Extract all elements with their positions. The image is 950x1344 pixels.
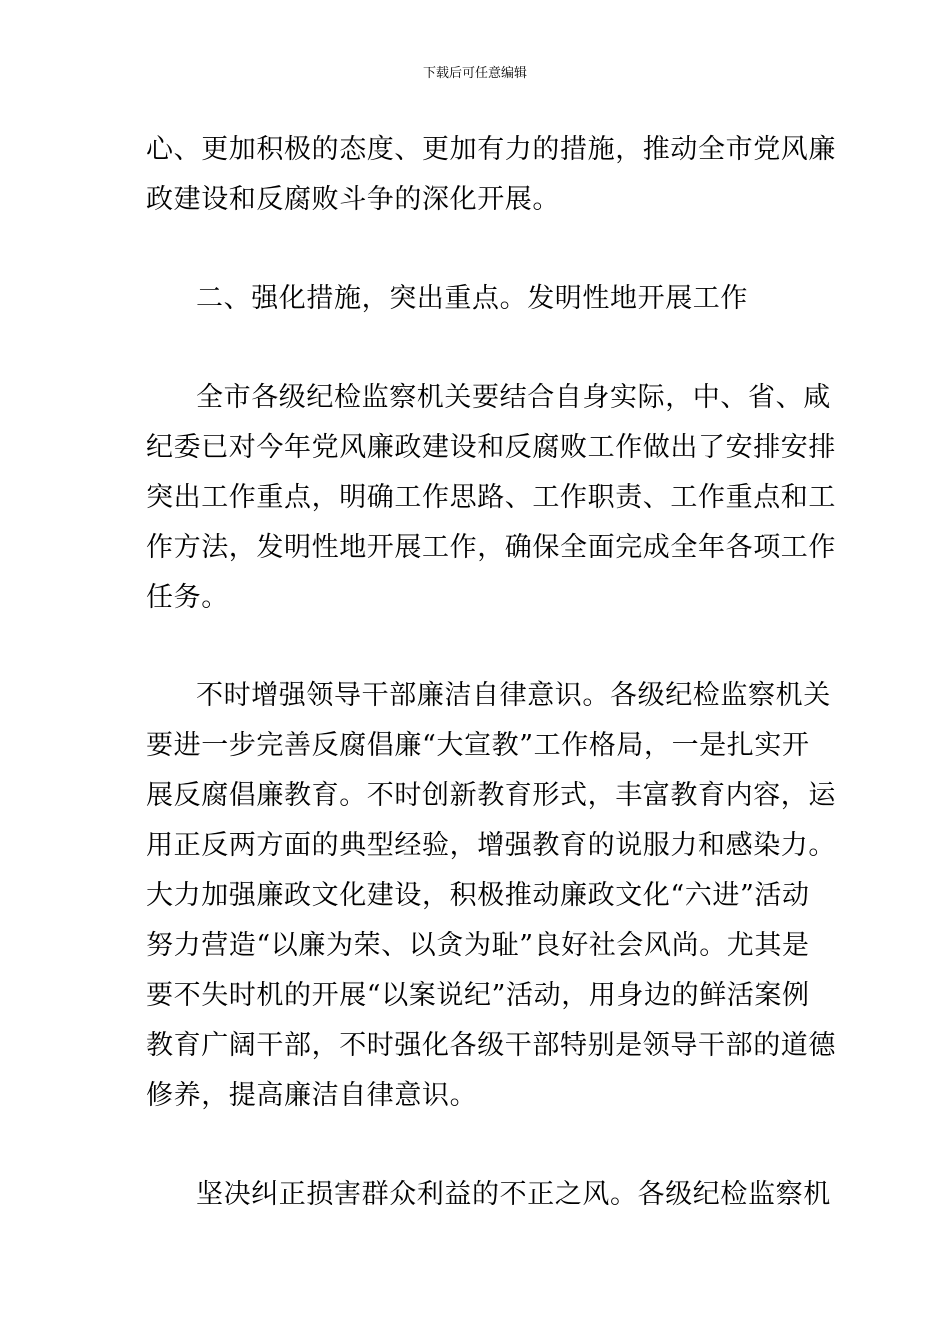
body-line: 突出工作重点，明确工作思路、工作职责、工作重点和工 (146, 482, 836, 513)
body-line: 要进一步完善反腐倡廉“大宣教”工作格局，一是扎实开 (146, 730, 810, 761)
body-line: 政建设和反腐败斗争的深化开展。 (146, 184, 560, 215)
body-line: 展反腐倡廉教育。不时创新教育形式，丰富教育内容，运 (146, 780, 836, 811)
body-line: 大力加强廉政文化建设，积极推动廉政文化“六进”活动 (146, 880, 810, 911)
body-line: 全市各级纪检监察机关要结合自身实际，中、省、咸 (196, 382, 831, 413)
body-line: 教育广阔干部，不时强化各级干部特别是领导干部的道德 (146, 1030, 836, 1061)
body-line: 努力营造“以廉为荣、以贪为耻”良好社会风尚。尤其是 (146, 930, 810, 961)
body-line: 任务。 (146, 582, 229, 613)
page-header: 下载后可任意编辑 (422, 66, 527, 81)
section-heading: 二、强化措施，突出重点。发明性地开展工作 (196, 283, 748, 314)
body-line: 要不失时机的开展“以案说纪”活动，用身边的鲜活案例 (146, 980, 810, 1011)
body-line: 用正反两方面的典型经验，增强教育的说服力和感染力。 (146, 830, 836, 861)
body-line: 心、更加积极的态度、更加有力的措施，推动全市党风廉 (146, 134, 836, 165)
body-line: 作方法，发明性地开展工作，确保全面完成全年各项工作 (146, 532, 836, 563)
body-line: 纪委已对今年党风廉政建设和反腐败工作做出了安排安排 (146, 432, 836, 463)
body-line: 不时增强领导干部廉洁自律意识。各级纪检监察机关 (196, 680, 831, 711)
body-line: 坚决纠正损害群众利益的不正之风。各级纪检监察机 (196, 1179, 831, 1210)
body-line: 修养，提高廉洁自律意识。 (146, 1080, 478, 1111)
